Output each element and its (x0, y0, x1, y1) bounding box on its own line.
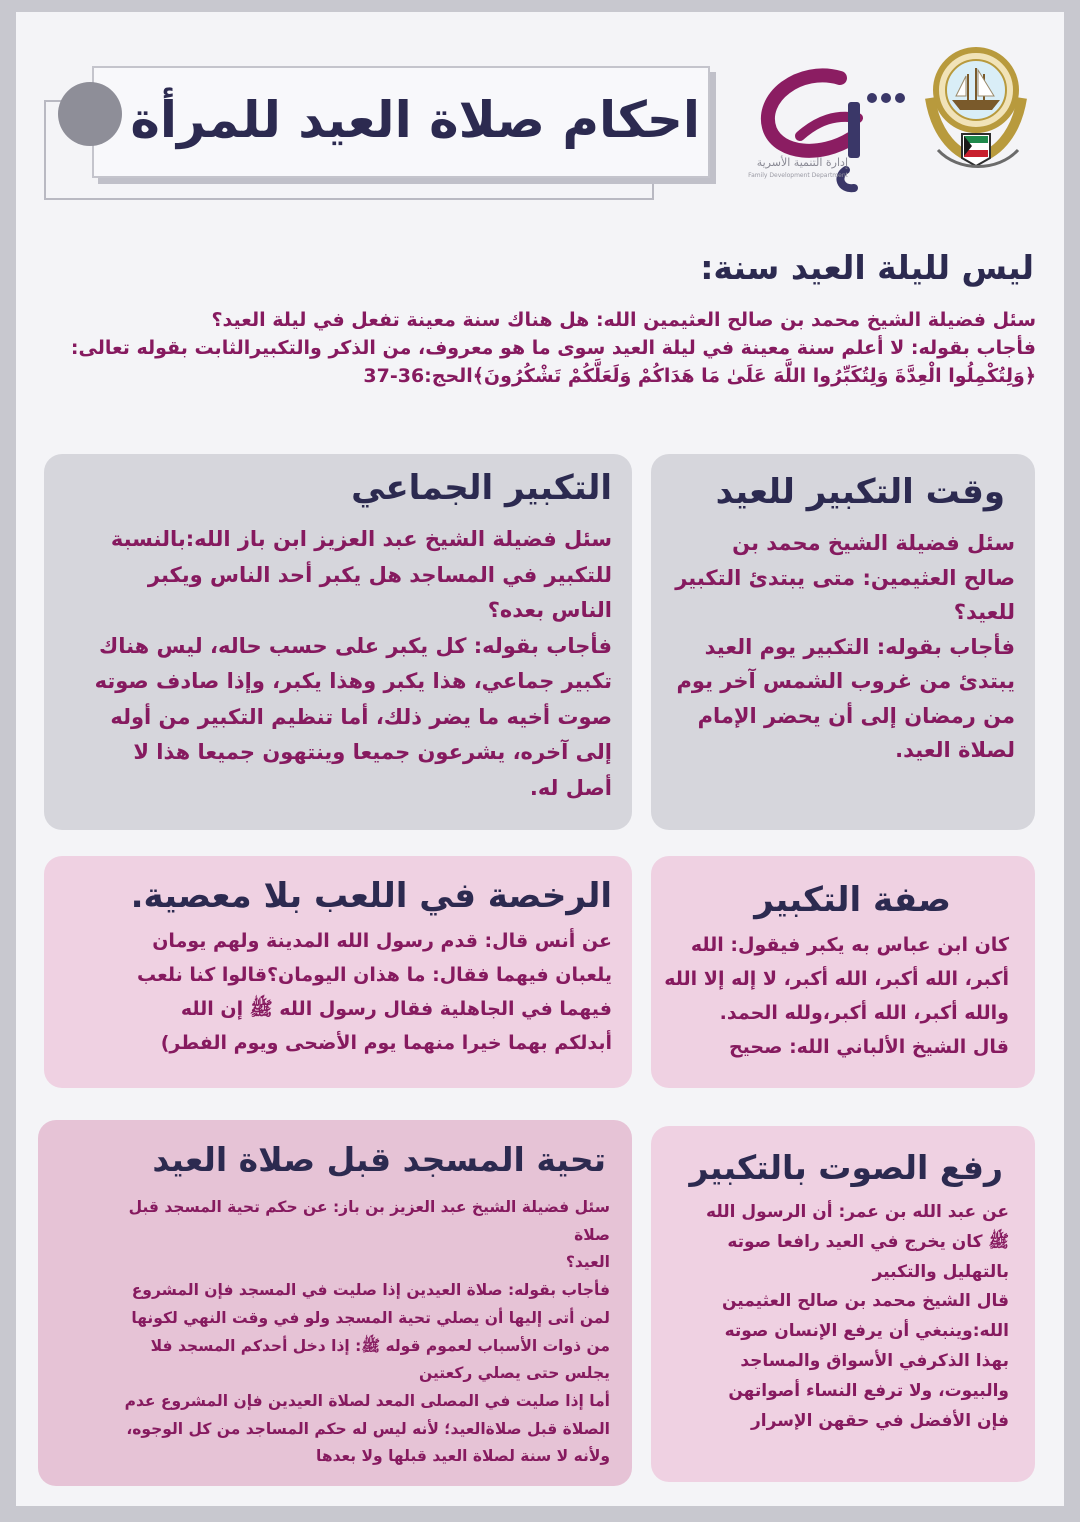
card-line: ﷺ كان يخرج في العيد رافعا صوته (727, 1231, 1009, 1252)
card-takbeer-time-title: وقت التكبير للعيد (715, 472, 1005, 512)
dept-logo-english-text: Family Development Department (748, 172, 848, 179)
card-line: عن أنس قال: قدم رسول الله المدينة ولهم يومان (152, 930, 612, 952)
title-bullet-dot (58, 82, 122, 146)
card-line: أصل له. (529, 775, 612, 800)
intro-verse-line: ﴿وَلِتُكْمِلُوا الْعِدَّةَ وَلِتُكَبِّرُوا اللَّهَ عَلَىٰ مَا هَدَاكُمْ وَلَعَلَّكُمْ تَشْكُرُونَ﴾الحج:36-37 (363, 365, 1036, 387)
card-line: صلاة (574, 1225, 610, 1244)
card-line: الناس بعده؟ (487, 598, 612, 622)
card-line: بالتهليل والتكبير (872, 1261, 1009, 1282)
card-line: أبدلكم بهما خيرا منهما يوم الأضحى ويوم الفطر) (160, 1032, 612, 1054)
card-line: العيد؟ (565, 1253, 610, 1272)
card-line: يلعبان فيهما فقال: ما هذان اليومان؟قالوا كنا نلعب (137, 964, 612, 986)
card-line: سئل فضيلة الشيخ عبد العزيز ابن باز الله:بالنسبة (110, 527, 612, 551)
card-play-permission-title: الرخصة في اللعب بلا معصية. (130, 876, 612, 916)
card-mosque-greeting (38, 1120, 632, 1486)
card-collective-takbeer (44, 454, 632, 830)
card-line: صالح العثيمين: متى يبتدئ التكبير (675, 565, 1015, 590)
card-line: قال الشيخ محمد بن صالح العثيمين (722, 1291, 1009, 1312)
card-takbeer-form-title: صفة التكبير (754, 880, 951, 920)
card-raising-voice-title: رفع الصوت بالتكبير (689, 1148, 1003, 1187)
card-line: فأجاب بقوله: التكبير يوم العيد (704, 634, 1015, 659)
card-takbeer-form-body (664, 928, 1015, 1064)
family-development-logo (740, 58, 910, 198)
card-line: والله أكبر، الله أكبر،ولله الحمد. (719, 1002, 1009, 1024)
intro-heading: ليس لليلة العيد سنة: (700, 248, 1034, 287)
ministry-emblem (918, 40, 1042, 180)
page-title: احكام صلاة العيد للمرأة (130, 91, 700, 149)
card-play-permission (44, 856, 632, 1088)
card-line: كان ابن عباس به يكبر فيقول: الله (690, 934, 1009, 956)
card-line: صوت أخيه ما يضر ذلك، أما تنظيم التكبير من أوله (110, 704, 612, 729)
card-line: فإن الأفضل في حقهن الإسرار (751, 1410, 1009, 1431)
ministry-emblem-icon (918, 40, 1042, 180)
intro-body (40, 306, 1036, 390)
card-mosque-greeting-title: تحية المسجد قبل صلاة العيد (152, 1140, 606, 1179)
card-line: للتكبير في المساجد هل يكبر أحد الناس ويكبر (147, 562, 612, 587)
card-line: سئل فضيلة الشيخ عبد العزيز بن باز: عن حكم تحية المسجد قبل (128, 1198, 610, 1216)
card-takbeer-time-body (671, 526, 1015, 768)
card-line: أكبر، الله أكبر، الله أكبر، لا إله إلا الله (664, 968, 1009, 990)
card-line: للعيد؟ (953, 600, 1015, 624)
card-line: يبتدئ من غروب الشمس آخر يوم (676, 669, 1015, 693)
card-line: الصلاة قبل صلاةالعيد؛ لأنه ليس له حكم المساجد من كل الوجوه، (126, 1419, 610, 1438)
card-takbeer-time (651, 454, 1035, 830)
card-line: أما إذا صليت في المصلى المعد لصلاة العيدين فإن المشروع عدم (124, 1391, 610, 1410)
card-line: عن عبد الله بن عمر: أن الرسول الله (706, 1202, 1009, 1222)
card-line: من رمضان إلى أن يحضر الإمام (697, 703, 1015, 728)
card-line: من ذوات الأسباب لعموم قوله ﷺ: إذا دخل أحدكم المسجد فلا (150, 1336, 610, 1355)
intro-question-line: سئل فضيلة الشيخ محمد بن صالح العثيمين الله: هل هناك سنة معينة تفعل في ليلة العيد؟ (211, 309, 1036, 331)
card-line: فيهما في الجاهلية فقال رسول الله ﷺ إن الله (180, 998, 612, 1020)
card-collective-takbeer-body (64, 522, 612, 806)
card-line: فأجاب بقوله: كل يكبر على حسب حاله، ليس هناك (98, 633, 612, 658)
card-line: ولأنه لا سنة لصلاة العيد قبلها ولا بعدها (316, 1447, 610, 1466)
card-line: تكبير جماعي، هذا يكبر وهذا يكبر، وإذا صادف صوته (94, 669, 612, 693)
card-line: لصلاة العيد. (895, 738, 1015, 762)
card-line: الله:وينبغي أن يرفع الإنسان صوته (724, 1321, 1009, 1342)
card-raising-voice (651, 1126, 1035, 1482)
intro-answer-line: فأجاب بقوله: لا أعلم سنة معينة في ليلة العيد سوى ما هو معروف، من الذكر والتكبيرالثابت بقوله تعالى: (70, 337, 1036, 359)
card-line: قال الشيخ الألباني الله: صحيح (728, 1036, 1009, 1058)
card-play-permission-body (64, 924, 612, 1060)
card-line: إلى آخره، يشرعون جميعا وينتهون جميعا هذا لا (133, 740, 612, 764)
card-line: بهذا الذكرفي الأسواق والمساجد (740, 1350, 1009, 1371)
dept-logo-arabic-text: إدارة التنمية الأسرية (756, 156, 848, 169)
card-line: سئل فضيلة الشيخ محمد بن (732, 531, 1015, 555)
card-raising-voice-body (671, 1198, 1015, 1436)
card-line: لمن أتى إليها أن يصلي تحية المسجد ولو في وقت النهي لكونها (131, 1308, 610, 1327)
card-mosque-greeting-body (58, 1194, 612, 1471)
card-line: والبيوت، ولا ترفع النساء أصواتهن (728, 1380, 1009, 1401)
card-line: فأجاب بقوله: صلاة العيدين إذا صليت في المسجد فإن المشروع (131, 1281, 610, 1300)
card-line: يجلس حتى يصلي ركعتين (419, 1364, 610, 1383)
card-takbeer-form (651, 856, 1035, 1088)
card-collective-takbeer-title: التكبير الجماعي (351, 468, 612, 508)
